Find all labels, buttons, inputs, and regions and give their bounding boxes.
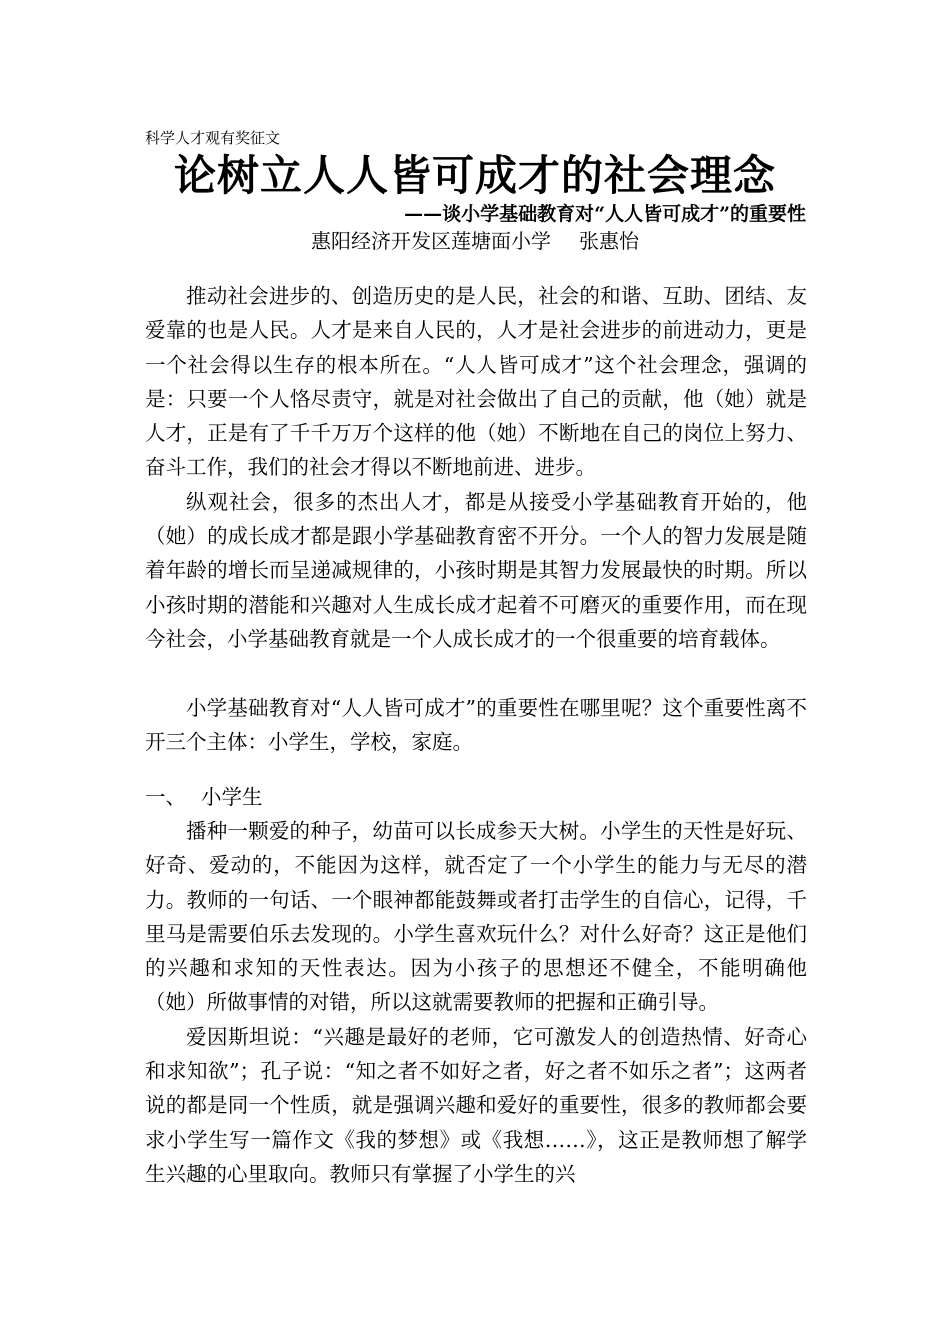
blank-line (145, 656, 807, 690)
paragraph-3: 小学基础教育对“人人皆可成才”的重要性在哪里呢？这个重要性离不开三个主体：小学生，学校，家庭。 (145, 695, 807, 754)
author-line (0, 227, 950, 255)
document-title: 论树立人人皆可成才的社会理念 (173, 151, 776, 200)
section-heading (145, 780, 263, 814)
intro-body (145, 279, 807, 759)
paragraph-1: 推动社会进步的、创造历史的是人民，社会的和谐、互助、团结、友爱靠的也是人民。人才是来自人民的，人才是社会进步的前进动力，更是一个社会得以生存的根本所在。“人人皆可成才”这个社会理念，强调的是：只要一个人恪尽责守，就是对社会做出了自己的贡献，他（她）就是人才，正是有了千千万万个这样的他（她）不断地在自己的岗位上努力、奋斗工作，我们的社会才得以不断地前进、进步。 (145, 284, 807, 480)
section-number: 一、 (145, 785, 186, 809)
document-subtitle: ——谈小学基础教育对“人人皆可成才”的重要性 (404, 203, 806, 225)
author-name: 张惠怡 (579, 229, 639, 253)
section-title: 小学生 (201, 785, 263, 809)
section-body (145, 814, 807, 1191)
essay-contest-label: 科学人才观有奖征文 (145, 129, 281, 147)
section-paragraph-2: 爱因斯坦说：“兴趣是最好的老师，它可激发人的创造热情、好奇心和求知欲”；孔子说：“知之者不如好之者，好之者不如乐之者”；这两者说的都是同一个性质，就是强调兴趣和爱好的重要性，很多的教师都会要求小学生写一篇作文《我的梦想》或《我想……》，这正是教师想了解学生兴趣的心里取向。教师只有掌握了小学生的兴 (145, 1024, 807, 1186)
section-paragraph-1: 播种一颗爱的种子，幼苗可以长成参天大树。小学生的天性是好玩、好奇、爱动的，不能因为这样，就否定了一个小学生的能力与无尽的潜力。教师的一句话、一个眼神都能鼓舞或者打击学生的自信心，记得，千里马是需要伯乐去发现的。小学生喜欢玩什么？对什么好奇？这正是他们的兴趣和求知的天性表达。因为小孩子的思想还不健全，不能明确他（她）所做事情的对错，所以这就需要教师的把握和正确引导。 (145, 819, 807, 1015)
paragraph-2: 纵观社会，很多的杰出人才，都是从接受小学基础教育开始的，他（她）的成长成才都是跟小学基础教育密不开分。一个人的智力发展是随着年龄的增长而呈递减规律的，小孩时期是其智力发展最快的时期。所以小孩时期的潜能和兴趣对人生成长成才起着不可磨灭的重要作用，而在现今社会，小学基础教育就是一个人成长成才的一个很重要的培育载体。 (145, 489, 807, 651)
author-school: 惠阳经济开发区莲塘面小学 (311, 229, 551, 253)
